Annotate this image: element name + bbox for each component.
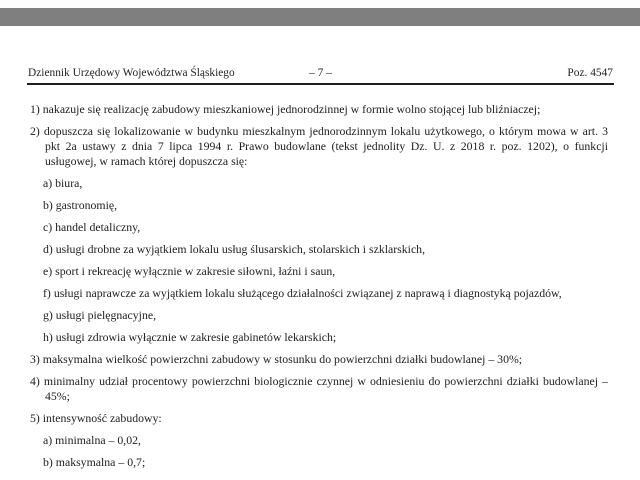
page-header: [28, 66, 613, 80]
list-text: maksymalna – 0,7;: [55, 455, 146, 469]
list-text: maksymalna wielkość powierzchni zabudowy w stosunku do powierzchni działki budowlanej – 30%;: [42, 352, 523, 366]
list-marker: d): [43, 242, 53, 256]
list-marker: b): [43, 455, 53, 469]
list-marker: 4): [30, 374, 40, 388]
list-item-1: [30, 102, 608, 117]
position-number: Poz. 4547: [567, 67, 613, 79]
list-item-2a: [30, 176, 608, 191]
list-text: minimalna – 0,02,: [55, 433, 141, 447]
list-marker: a): [43, 176, 53, 190]
list-marker: 1): [30, 102, 40, 116]
list-item-2b: [30, 198, 608, 213]
list-text: usługi drobne za wyjątkiem lokalu usług ślusarskich, stolarskich i szklarskich,: [55, 242, 426, 256]
list-text: handel detaliczny,: [55, 220, 141, 234]
list-item-5a: [30, 433, 608, 448]
list-item-2: [30, 124, 608, 169]
page-top-separator-bar: [0, 8, 640, 26]
list-marker: 5): [30, 411, 40, 425]
list-marker: c): [43, 220, 53, 234]
list-item-2d: [30, 242, 608, 257]
list-marker: h): [43, 330, 53, 344]
list-item-2e: [30, 264, 608, 279]
list-item-3: [30, 352, 608, 367]
list-text: biura,: [55, 176, 83, 190]
document-body: [30, 96, 608, 470]
list-text: minimalny udział procentowy powierzchni biologicznie czynnej w odniesieniu do powierzchni działki budowlanej – 45%;: [43, 374, 608, 403]
list-marker: g): [43, 308, 53, 322]
list-text: intensywność zabudowy:: [42, 411, 162, 425]
list-marker: e): [43, 264, 53, 278]
list-item-2g: [30, 308, 608, 323]
header-rule: [27, 83, 614, 85]
list-marker: f): [43, 286, 51, 300]
list-item-5: [30, 411, 608, 426]
list-text: nakazuje się realizację zabudowy mieszkaniowej jednorodzinnej w formie wolno stojącej lub bliźniaczej;: [42, 102, 541, 116]
list-text: dopuszcza się lokalizowanie w budynku mieszkalnym jednorodzinnym lokalu użytkowego, o którym mowa w art. 3 pkt 2a ustawy z dnia 7 lipca 1994 r. Prawo budowlane (tekst jednolity Dz. U. z 2018 r. poz. 1202), o funkcji usługowej, w ramach której dopuszcza się:: [43, 124, 608, 168]
page-number: – 7 –: [309, 67, 332, 79]
list-text: sport i rekreację wyłącznie w zakresie siłowni, łaźni i saun,: [55, 264, 336, 278]
list-item-2h: [30, 330, 608, 345]
list-marker: 2): [30, 124, 40, 138]
list-text: usługi pielęgnacyjne,: [55, 308, 157, 322]
list-marker: b): [43, 198, 53, 212]
journal-title: Dziennik Urzędowy Województwa Śląskiego: [28, 67, 235, 79]
list-marker: a): [43, 433, 53, 447]
list-item-4: [30, 374, 608, 404]
list-item-2f: [30, 286, 608, 301]
list-item-2c: [30, 220, 608, 235]
list-item-5b: [30, 455, 608, 470]
list-text: gastronomię,: [55, 198, 118, 212]
list-marker: 3): [30, 352, 40, 366]
list-text: usługi naprawcze za wyjątkiem lokalu służącego działalności związanej z naprawą i diagnostyką pojazdów,: [53, 286, 562, 300]
list-text: usługi zdrowia wyłącznie w zakresie gabinetów lekarskich;: [55, 330, 337, 344]
